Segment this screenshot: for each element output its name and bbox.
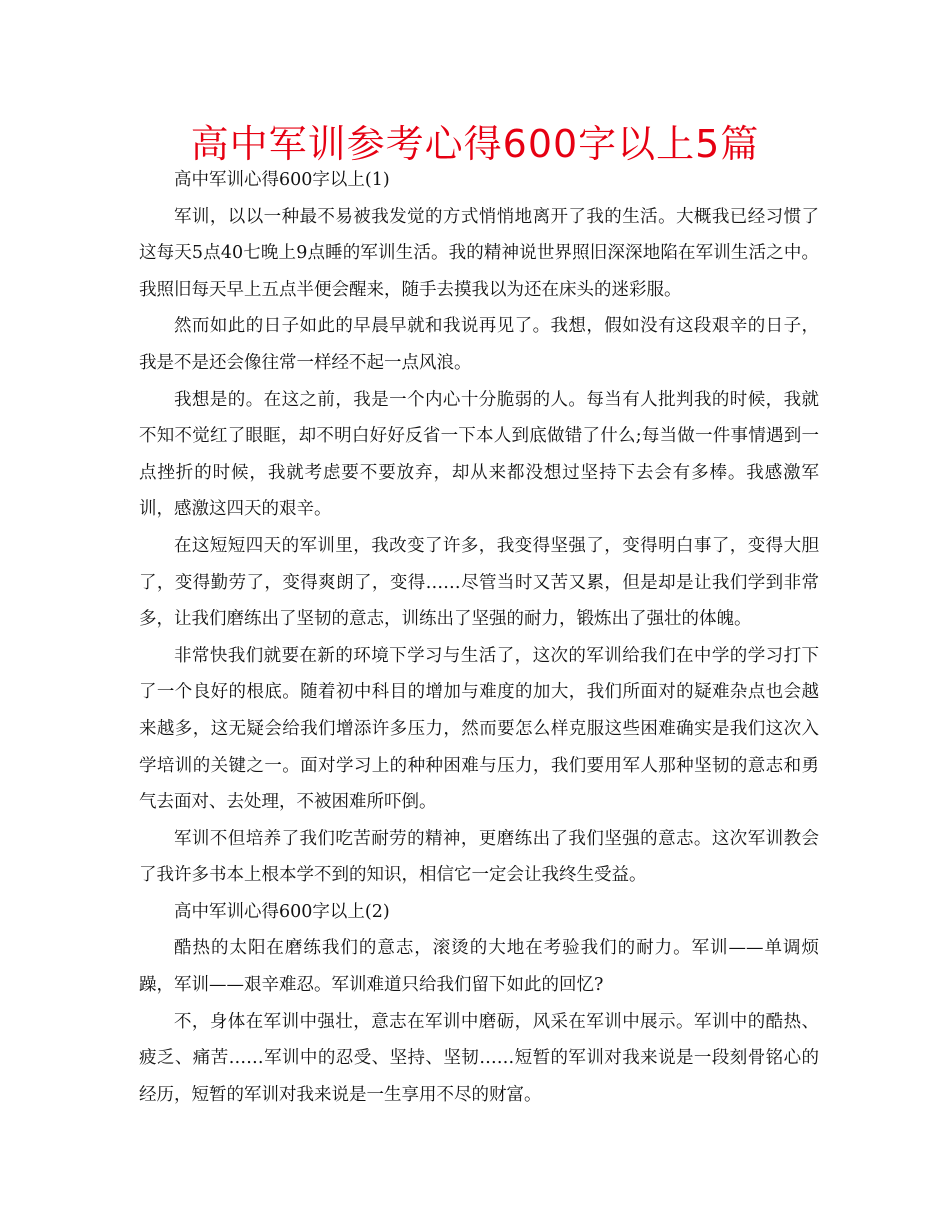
paragraph: 军训，以以一种最不易被我发觉的方式悄悄地离开了我的生活。大概我已经习惯了这每天5点40七晚上9点睡的军训生活。我的精神说世界照旧深深地陷在军训生活之中。我照旧每天早上五点半便会醒来，随手去摸我以为还在床头的迷彩服。 [139,206,819,300]
document-body [139,162,819,1113]
paragraph: 然而如此的日子如此的早晨早就和我说再见了。我想，假如没有这段艰辛的日子，我是不是还会像往常一样经不起一点风浪。 [139,316,819,373]
paragraph: 酷热的太阳在磨练我们的意志，滚烫的大地在考验我们的耐力。军训——单调烦躁，军训——艰辛难忍。军训难道只给我们留下如此的回忆? [139,938,819,996]
paragraph: 非常快我们就要在新的环境下学习与生活了，这次的军训给我们在中学的学习打下了一个良好的根底。随着初中科目的增加与难度的加大，我们所面对的疑难杂点也会越来越多，这无疑会给我们增添许多压力，然而要怎么样克服这些困难确实是我们这次入学培训的关键之一。面对学习上的种种困难与压力，我们要用军人那种坚韧的意志和勇气去面对、去处理，不被困难所吓倒。 [139,645,819,813]
section-heading-2: 高中军训心得600字以上(2) [174,901,390,922]
paragraph: 不，身体在军训中强壮，意志在军训中磨砺，风采在军训中展示。军训中的酷热、疲乏、痛苦……军训中的忍受、坚持、坚韧……短暂的军训对我来说是一段刻骨铭心的经历，短暂的军训对我来说是一生享用不尽的财富。 [139,1011,819,1105]
section-heading-1: 高中军训心得600字以上(1) [174,170,390,190]
paragraph: 军训不但培养了我们吃苦耐劳的精神，更磨练出了我们坚强的意志。这次军训教会了我许多书本上根本学不到的知识，相信它一定会让我终生受益。 [139,828,819,886]
document-title: 高中军训参考心得600字以上5篇 [190,122,760,166]
paragraph: 我想是的。在这之前，我是一个内心十分脆弱的人。每当有人批判我的时候，我就不知不觉红了眼眶，却不明白好好反省一下本人到底做错了什么;每当做一件事情遇到一点挫折的时候，我就考虑要不要放弃，却从来都没想过坚持下去会有多棒。我感激军训，感激这四天的艰辛。 [139,389,819,520]
paragraph: 在这短短四天的军训里，我改变了许多，我变得坚强了，变得明白事了，变得大胆了，变得勤劳了，变得爽朗了，变得……尽管当时又苦又累，但是却是让我们学到非常多，让我们磨练出了坚韧的意志，训练出了坚强的耐力，锻炼出了强壮的体魄。 [139,535,819,630]
